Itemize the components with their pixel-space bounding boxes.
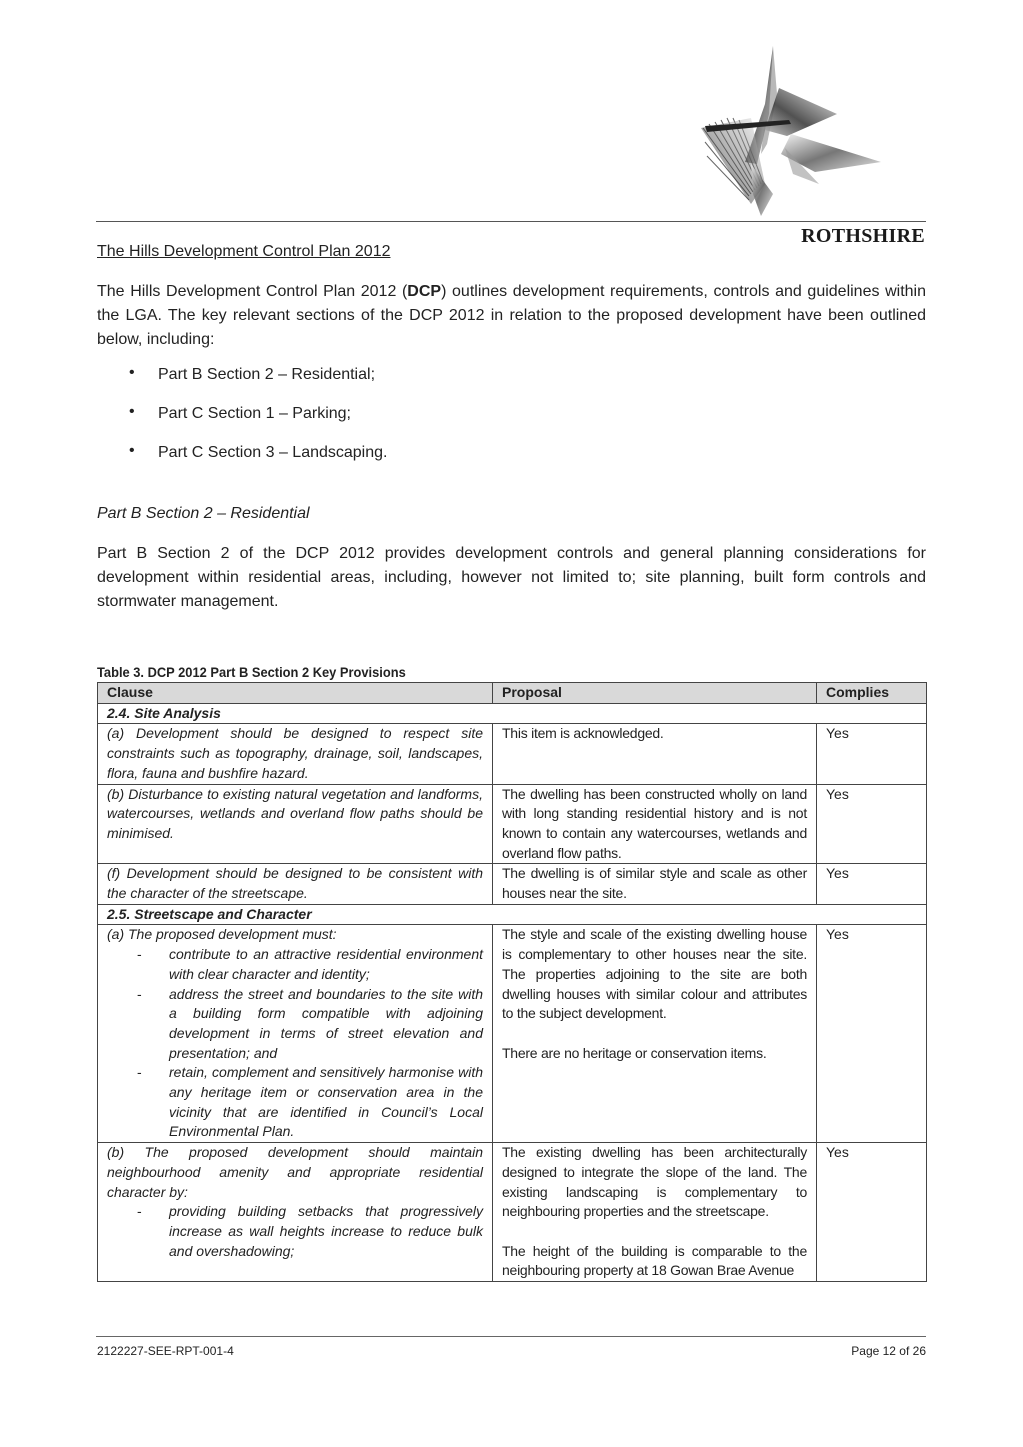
clause-dash-list	[107, 945, 483, 1142]
table-row	[98, 925, 927, 1143]
table-row	[98, 784, 927, 864]
dash-marker: -	[137, 985, 142, 1002]
clause-cell	[98, 925, 493, 1143]
proposal-cell	[493, 925, 817, 1143]
proposal-cell: The dwelling has been constructed wholly on land with long standing residential history and is not known to contain any watercourses, wetlands and overland flow paths.	[493, 784, 817, 864]
paragraph-gap	[502, 1024, 807, 1044]
table-section-row	[98, 703, 927, 724]
table-header-row	[98, 683, 927, 704]
proposal-paragraph: The existing dwelling has been architecturally designed to integrate the slope of the land. The existing landscaping is complementary to neighbouring properties and the streetscape.	[502, 1144, 807, 1220]
clause-cell	[98, 1143, 493, 1282]
logo-wordmark: ROTHSHIRE	[801, 225, 925, 247]
rothshire-logo	[695, 44, 927, 247]
section-label-streetscape: 2.5. Streetscape and Character	[98, 904, 927, 925]
clause-cell: (a) Development should be designed to respect site constraints such as topography, drainage, soil, landscapes, flora, fauna and bushfire hazard.	[98, 724, 493, 784]
complies-cell: Yes	[817, 784, 927, 864]
proposal-cell: This item is acknowledged.	[493, 724, 817, 784]
table-row	[98, 864, 927, 904]
table-caption: Table 3. DCP 2012 Part B Section 2 Key Provisions	[97, 664, 406, 680]
list-item-text: Part C Section 3 – Landscaping.	[158, 444, 388, 461]
proposal-cell	[493, 1143, 817, 1282]
intro-text-start: The Hills Development Control Plan 2012 (	[97, 283, 408, 300]
list-item	[107, 1063, 483, 1142]
complies-cell: Yes	[817, 864, 927, 904]
table-row	[98, 724, 927, 784]
list-item-text: Part B Section 2 – Residential;	[158, 366, 376, 383]
page-number: Page 12 of 26	[851, 1344, 926, 1358]
list-item-text: Part C Section 1 – Parking;	[158, 405, 351, 422]
proposal-cell: The dwelling is of similar style and scale as other houses near the site.	[493, 864, 817, 904]
complies-cell: Yes	[817, 925, 927, 1143]
complies-cell: Yes	[817, 1143, 927, 1282]
proposal-paragraph: The height of the building is comparable to the neighbouring property at 18 Gowan Brae Avenue	[502, 1242, 807, 1279]
list-item-text: contribute to an attractive residential environment with clear character and identity;	[169, 946, 483, 982]
proposal-paragraph: There are no heritage or conservation items.	[502, 1044, 767, 1061]
dash-marker: -	[137, 946, 142, 963]
paragraph-gap	[502, 1222, 807, 1242]
logo-graphic-icon	[695, 44, 927, 220]
bullet-icon: •	[129, 403, 135, 420]
key-provisions-table	[97, 682, 927, 1282]
clause-cell: (b) Disturbance to existing natural vegetation and landforms, watercourses, wetlands and overland flow paths should be minimised.	[98, 784, 493, 864]
clause-cell: (f) Development should be designed to be consistent with the character of the streetscape.	[98, 864, 493, 904]
clause-dash-list	[107, 1202, 483, 1261]
intro-text-end: ) outlines development requirements, controls and guidelines within the LGA. The key relevant sections of the DCP 2012 in relation to the proposed development have been outlined below, including:	[97, 283, 926, 348]
intro-bold-abbrev: DCP	[407, 283, 442, 300]
dash-marker: -	[137, 1064, 142, 1081]
section-paragraph: Part B Section 2 of the DCP 2012 provides development controls and general planning considerations for development within residential areas, including, however not limited to; site planning, built form controls and stormwater management.	[97, 545, 926, 610]
list-item	[107, 1202, 483, 1261]
list-item-text: providing building setbacks that progressively increase as wall heights increase to reduce bulk and overshadowing;	[169, 1203, 483, 1259]
header-clause: Clause	[98, 683, 493, 704]
bullet-icon: •	[129, 442, 135, 459]
dash-marker: -	[137, 1203, 142, 1220]
list-item-text: retain, complement and sensitively harmonise with any heritage item or conservation area in the vicinity that are identified in Council’s Local Environmental Plan.	[169, 1064, 483, 1140]
complies-cell: Yes	[817, 724, 927, 784]
section-label-site-analysis: 2.4. Site Analysis	[98, 703, 927, 724]
document-reference: 2122227-SEE-RPT-001-4	[97, 1344, 234, 1358]
subsection-heading: Part B Section 2 – Residential	[97, 505, 310, 522]
clause-intro: (a) The proposed development must:	[107, 926, 337, 943]
list-item-text: address the street and boundaries to the site with a building form compatible with adjoining development in terms of street elevation and presentation; and	[169, 985, 483, 1061]
list-item	[107, 945, 483, 984]
header-divider	[96, 221, 926, 222]
section-title: The Hills Development Control Plan 2012	[97, 243, 391, 260]
list-item	[107, 985, 483, 1064]
proposal-paragraph: The style and scale of the existing dwelling house is complementary to other houses near the site. The properties adjoining to the site are both dwelling houses with similar colour and attributes to the subject development.	[502, 926, 807, 1022]
intro-paragraph	[97, 280, 926, 352]
header-complies: Complies	[817, 683, 927, 704]
table-row	[98, 1143, 927, 1282]
footer-divider	[96, 1336, 926, 1337]
table-section-row	[98, 904, 927, 925]
header-proposal: Proposal	[493, 683, 817, 704]
bullet-icon: •	[129, 364, 135, 381]
clause-intro: (b) The proposed development should maintain neighbourhood amenity and appropriate residential character by:	[107, 1144, 483, 1200]
